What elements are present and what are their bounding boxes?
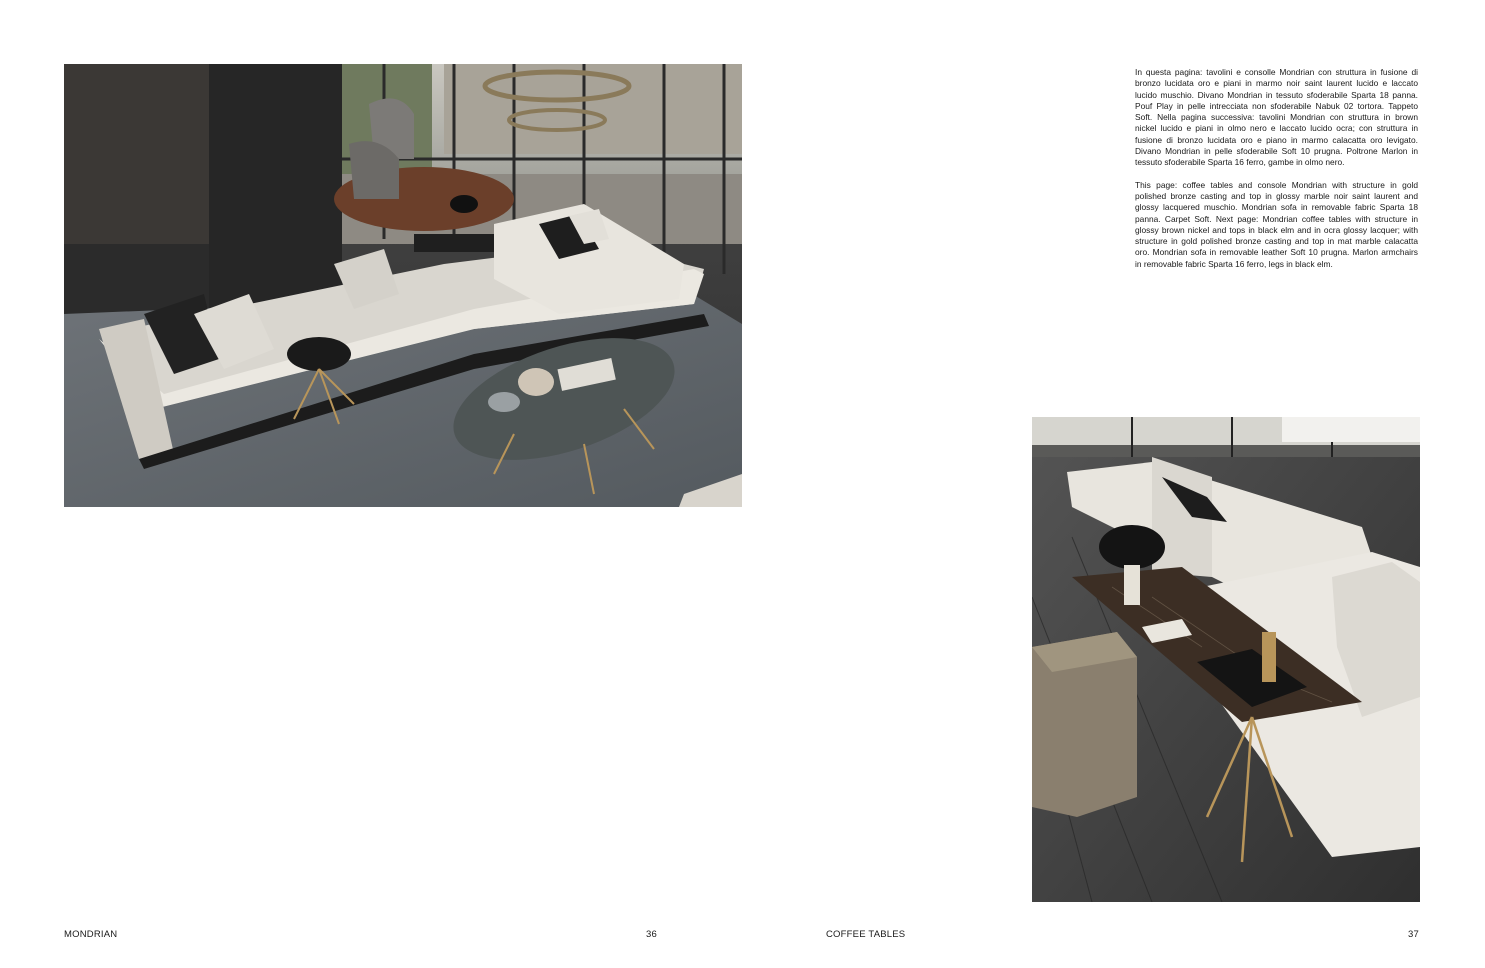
footer-left-title: MONDRIAN	[64, 929, 118, 940]
living-room-photo	[64, 64, 742, 507]
side-table-photo	[1032, 417, 1420, 902]
caption-english: This page: coffee tables and console Mondrian with structure in gold polished bronze casting and top in glossy marble noir saint laurent and glossy lacquered muschio. Mondrian sofa in removable fabric Sparta 18 panna. Carpet Soft. Next page: Mondrian coffee tables with structure in glossy brown nickel and tops in black elm and in ocra glossy lacquer; with structure in gold polished bronze casting and top in mat marble calacatta oro. Mondrian sofa in removable leather Soft 10 prugna. Marlon armchairs in removable fabric Sparta 16 ferro, legs in black elm.	[1135, 179, 1418, 269]
caption-block	[1135, 67, 1418, 281]
footer-right-page-number: 37	[1408, 929, 1419, 940]
footer-right-title: COFFEE TABLES	[826, 929, 906, 940]
caption-italian: In questa pagina: tavolini e consolle Mondrian con struttura in fusione di bronzo lucidata oro e piani in marmo noir saint laurent lucido e laccato lucido muschio. Divano Mondrian in tessuto sfoderabile Sparta 18 panna. Pouf Play in pelle intrecciata non sfoderabile Nabuk 02 tortora. Tappeto Soft. Nella pagina successiva: tavolini Mondrian con struttura in brown nickel lucido e piani in olmo nero e laccato lucido ocra; con struttura in fusione di bronzo lucidata oro e piano in marmo calacatta oro levigato. Divano Mondrian in pelle sfoderabile Soft 10 prugna. Poltrone Marlon in tessuto sfoderabile Sparta 16 ferro, gambe in olmo nero.	[1135, 67, 1418, 168]
footer-left-page-number: 36	[646, 929, 657, 940]
side-table-illustration	[1032, 417, 1420, 902]
living-room-illustration	[64, 64, 742, 507]
